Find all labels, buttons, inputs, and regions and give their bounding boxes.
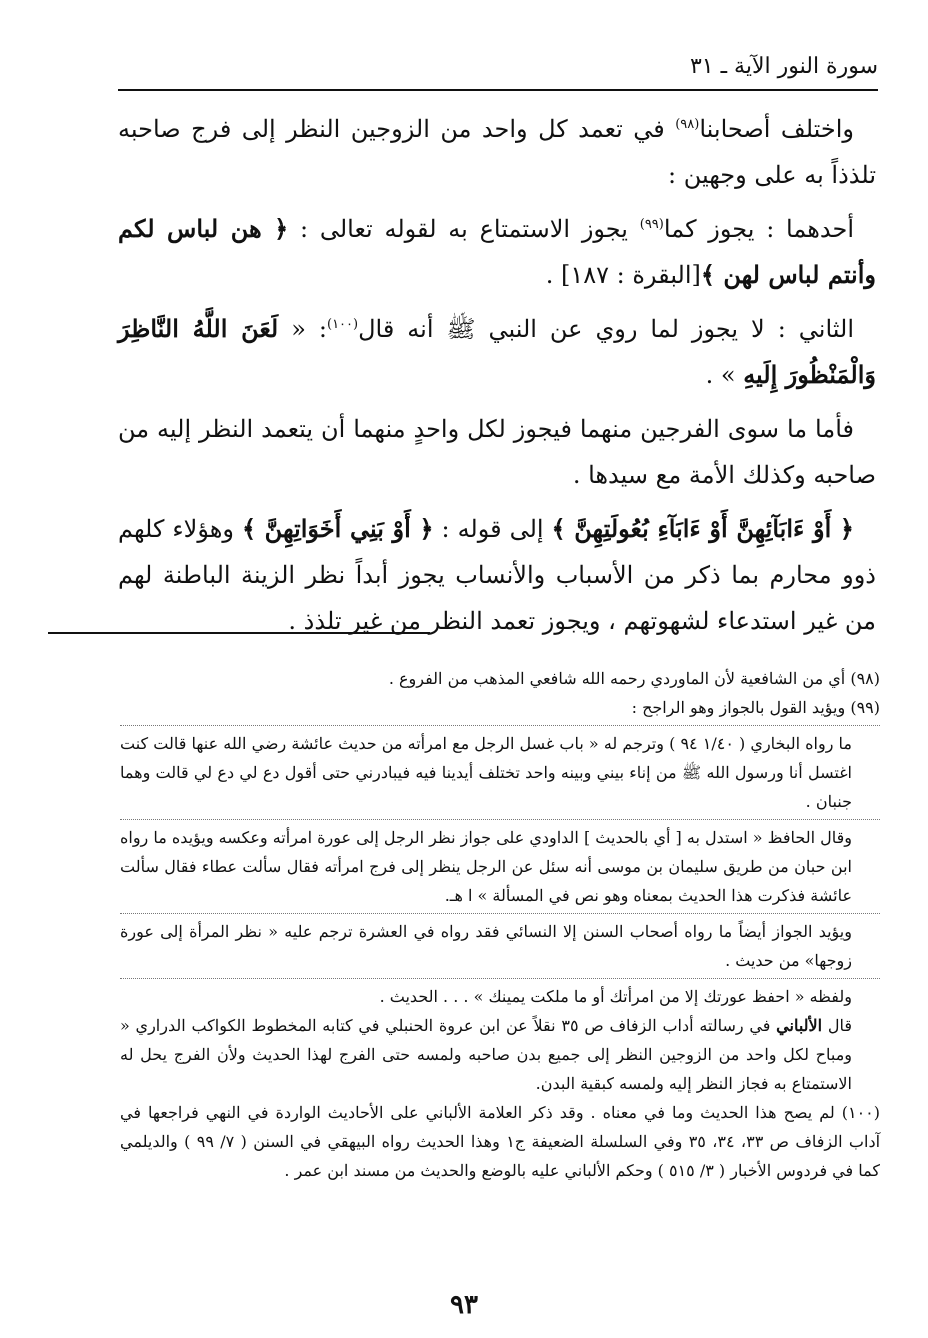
paragraph-2 bbox=[118, 206, 876, 298]
p2-text-a: أحدهما : يجوز كما bbox=[663, 215, 854, 243]
footnote-99-wording: ولفظه « احفظ عورتك إلا من امرأتك أو ما ملكت يمينك » . . . الحديث . bbox=[379, 987, 852, 1006]
p3-text-c: » . bbox=[705, 361, 744, 389]
dotted-divider bbox=[120, 725, 880, 726]
footnote-ref-99[interactable]: (٩٩) bbox=[639, 217, 664, 232]
dotted-divider bbox=[120, 913, 880, 914]
paragraph-5 bbox=[118, 506, 876, 644]
p3-text-b: : « bbox=[278, 315, 327, 343]
dotted-divider bbox=[120, 819, 880, 820]
albani-name: الألباني bbox=[776, 1016, 823, 1035]
p1-text-a: واختلف أصحابنا bbox=[699, 115, 854, 143]
running-header: سورة النور الآية ـ ٣١ bbox=[689, 54, 878, 79]
footnote-99-bukhari: ما رواه البخاري ( ١/٤٠ ٩٤ ) وترجم له « باب غسل الرجل مع امرأته من حديث عائشة رضي الله عنها قالت كنت اغتسل أنا ورسول الله ﷺ من إناء بيني وبينه واحد تختلف أيدينا فيه فيبادرني حتى أقول دع لي دع لي قالت وهما جنبان . bbox=[120, 734, 853, 811]
footnote-rule bbox=[48, 632, 430, 634]
header-rule bbox=[118, 89, 878, 91]
page-number: ٩٣ bbox=[450, 1290, 478, 1320]
footnote-99-sunan: ويؤيد الجواز أيضاً ما رواه أصحاب السنن إلا النسائي فقد رواه في العشرة ترجم عليه « نظر المرأة إلى عورة زوجها» من حديث . bbox=[120, 922, 852, 970]
footnote-98: (٩٨) أي من الشافعية لأن الماوردي رحمه الله شافعي المذهب من الفروع . bbox=[388, 669, 880, 688]
p1-text-b: في تعمد كل واحد من الزوجين النظر إلى فرج صاحبه تلذذاً به على وجهين : bbox=[118, 115, 876, 189]
footnote-99-albani bbox=[120, 1011, 880, 1098]
quran-verse-1: ﴿ هن لباس لكم وأنتم لباس لهن ﴾ bbox=[118, 214, 876, 289]
footnote-ref-100[interactable]: (١٠٠) bbox=[326, 317, 359, 332]
paragraph-3 bbox=[118, 306, 876, 398]
footnote-100: (١٠٠) لم يصح هذا الحديث وما في معناه . وقد ذكر العلامة الألباني على الأحاديث الواردة في النهي فراجعها في آداب الزفاف ص ٣٣، ٣٤، ٣٥ وفي السلسلة الضعيفة ج١ وهذا الحديث رواه البيهقي في السنن ( ٧/ ٩٩ ) والديلمي كما في فردوس الأخبار ( ٣/ ٥١٥ ) وحكم الألباني عليه بالوضع والحديث من مسند ابن عمر . bbox=[120, 1103, 881, 1180]
main-text bbox=[118, 106, 876, 652]
footnote-ref-98[interactable]: (٩٨) bbox=[675, 117, 700, 132]
p2-text-c: [البقرة : ١٨٧] . bbox=[545, 261, 701, 289]
albani-text-a: قال bbox=[822, 1016, 853, 1035]
p2-text-b: يجوز الاستمتاع به لقوله تعالى : bbox=[288, 215, 640, 243]
footnote-99-hafiz: وقال الحافظ « استدل به [ أي بالحديث ] الداودي على جواز نظر الرجل إلى عورة امرأته وعكسه ويؤيده ما رواه ابن حبان من طريق سليمان بن موسى أنه سئل عن الرجل ينظر إلى فرج امرأته فقال سألت عطاء فقال سألت عائشة فذكرت هذا الحديث بمعناه وهو نص في المسألة » ا هـ. bbox=[120, 828, 852, 905]
p3-text-a: الثاني : لا يجوز لما روي عن النبي ﷺ أنه قال bbox=[358, 315, 854, 343]
p5-text-b: وهؤلاء كلهم ذوو محارم بما ذكر من الأسباب والأنساب يجوز أبداً نظر الزينة الباطنة لهم من غير استدعاء لشهوتهم ، ويجوز تعمد النظر من غير تلذذ . bbox=[118, 515, 876, 635]
footnotes bbox=[120, 664, 880, 1185]
albani-text-b: في رسالته أداب الزفاف ص ٣٥ نقلاً عن ابن عروة الحنبلي في كتابه المخطوط الكواكب الدراري « ومباح لكل واحد من الزوجين النظر إلى جميع بدن صاحبه ولمسه حتى الفرج لهذا الحديث ولأن الفرج يحل له الاستمتاع به فجاز النظر إليه ولمسه كبقية البدن. bbox=[120, 1016, 852, 1093]
p5-text-a: إلى قوله : bbox=[433, 515, 552, 543]
footnote-99: (٩٩) ويؤيد القول بالجواز وهو الراجح : bbox=[631, 698, 880, 717]
quran-verse-2: ﴿ أَوْ ءَابَآئِهِنَّ أَوْ ءَابَآءِ بُعُولَتِهِنَّ ﴾ bbox=[551, 514, 854, 543]
paragraph-4: فأما ما سوى الفرجين منهما فيجوز لكل واحدٍ منهما أن يتعمد النظر إليه من صاحبه وكذلك الأمة مع سيدها . bbox=[118, 415, 876, 489]
dotted-divider bbox=[120, 978, 880, 979]
hadith-text: لَعَنَ اللَّهُ النَّاظِرَ وَالْمَنْظُورَ إِلَيهِ bbox=[118, 314, 876, 389]
paragraph-1 bbox=[118, 106, 876, 198]
quran-verse-3: ﴿ أَوْ بَنِي أَخَوَاتِهِنَّ ﴾ bbox=[241, 514, 434, 543]
